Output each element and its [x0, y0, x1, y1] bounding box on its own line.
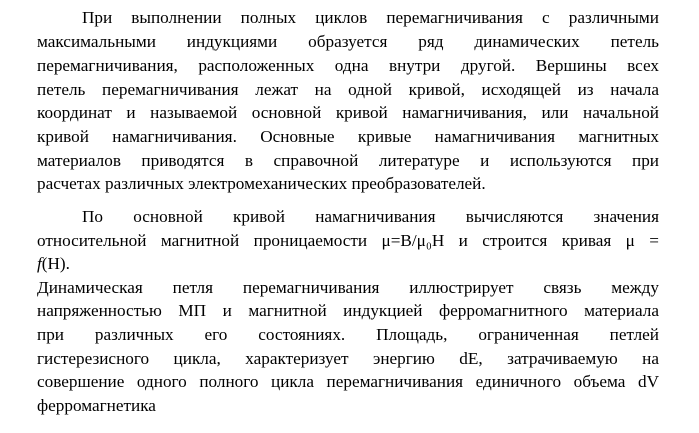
paragraph-2-line-1: По основной кривой намагничивания вычисляются значения [82, 207, 659, 226]
paragraph-1-line-8: расчетах различных электромеханических преобразователей. [37, 174, 486, 193]
paragraph-3-line-5: совершение одного полного цикла перемагничивания единичного объема dV [37, 372, 659, 391]
paragraph-1-line-5: координат и называемой основной кривой намагничивания, или начальной [37, 103, 659, 122]
paragraph-1-line-4: петель перемагничивания лежат на одной кривой, исходящей из начала [37, 80, 659, 99]
paragraph-3-line-2: напряженностью МП и магнитной индукцией ферромагнитного материала [37, 301, 659, 320]
function-argument: (H). [41, 254, 70, 273]
paragraph-3-line-6: ферромагнетика [37, 396, 156, 415]
function-f-symbol: f [37, 254, 42, 273]
paragraph-1-line-2: максимальными индукциями образуется ряд динамических петель [37, 32, 659, 51]
paragraph-3-line-4: гистерезисного цикла, характеризует энергию dE, затрачиваемую на [37, 349, 659, 368]
paragraph-3-line-1: Динамическая петля перемагничивания иллюстрирует связь между [37, 278, 659, 297]
paragraph-2-line-3 [37, 252, 659, 276]
paragraph-3-line-3: при различных его состояниях. Площадь, ограниченная петлей [37, 325, 659, 344]
paragraph-1-line-3: перемагничивания, расположенных одна внутри другой. Вершины всех [37, 56, 659, 75]
paragraph-1-line-7: материалов приводятся в справочной литературе и используются при [37, 151, 659, 170]
paragraph-1-line-6: кривой намагничивания. Основные кривые намагничивания магнитных [37, 127, 659, 146]
paragraph-1-line-1: При выполнении полных циклов перемагничивания с различными [82, 8, 659, 27]
paragraph-2-line-2: относительной магнитной проницаемости μ=B/μ₀H и строится кривая μ = [37, 231, 659, 250]
